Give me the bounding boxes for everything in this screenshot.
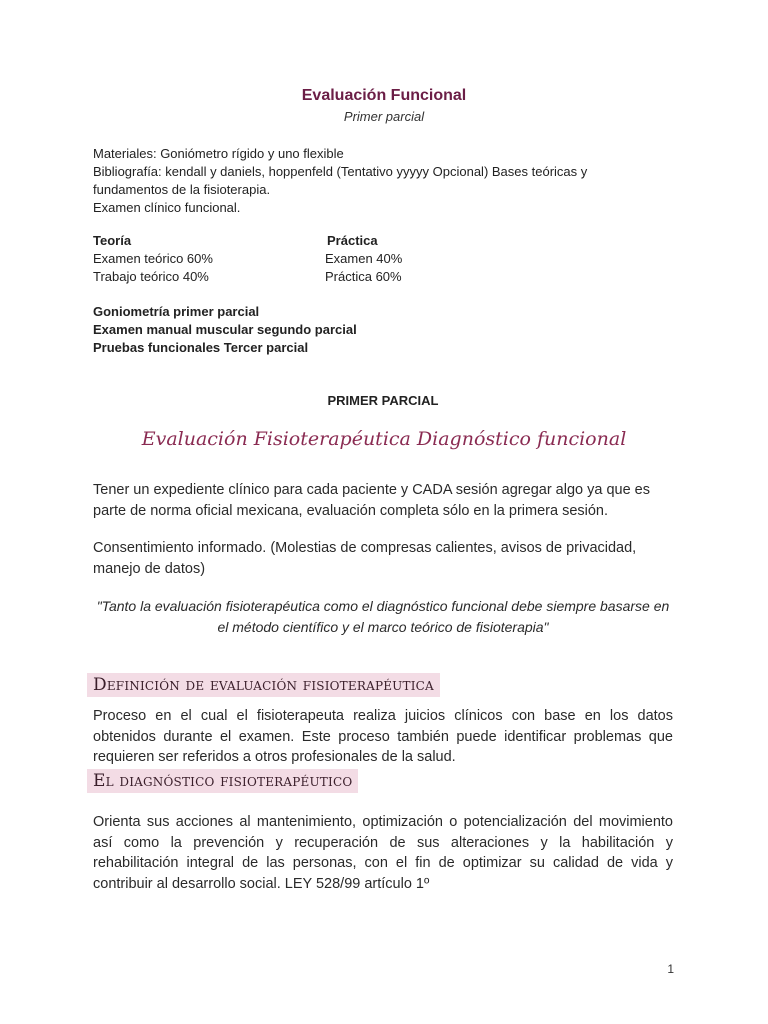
schedule-item-3: Pruebas funcionales Tercer parcial (93, 340, 309, 355)
consentimiento-paragraph: Consentimiento informado. (Molestias de compresas calientes, avisos de privacidad, manejo de datos) (93, 540, 637, 577)
script-title: Evaluación Fisioterapéutica Diagnóstico funcional (141, 428, 627, 450)
diagnostico-heading-wrap (87, 771, 358, 791)
schedule-item-2: Examen manual muscular segundo parcial (93, 322, 357, 337)
document-title: Evaluación Funcional (301, 87, 467, 104)
teoria-item-2: Trabajo teórico 40% (93, 269, 209, 284)
expediente-paragraph: Tener un expediente clínico para cada paciente y CADA sesión agregar algo ya que es parte de norma oficial mexicana, evaluación completa sólo en la primera sesión. (93, 482, 650, 519)
practica-item-1: Examen 40% (325, 251, 403, 266)
schedule-item-1: Goniometría primer parcial (93, 304, 260, 319)
practica-item-2: Práctica 60% (325, 269, 402, 284)
document-subtitle: Primer parcial (343, 109, 425, 124)
teoria-item-1: Examen teórico 60% (93, 251, 213, 266)
teoria-header: Teoría (93, 233, 132, 248)
section-heading: PRIMER PARCIAL (327, 393, 439, 408)
practica-header: Práctica (327, 233, 378, 248)
info-block (93, 145, 683, 217)
diagnostico-paragraph: Orienta sus acciones al mantenimiento, optimización o potencialización del movimiento así como la prevención y recuperación de sus alteraciones y la habilitación y rehabilitación integral de las personas, con el fin de optimizar su calidad de vida y contribuir al desarrollo social. LEY 528/99 artículo 1º (93, 814, 673, 892)
examen-clinico-line: Examen clínico funcional. (93, 200, 241, 215)
practica-column (325, 232, 402, 286)
page-number: 1 (667, 962, 674, 976)
teoria-column (93, 232, 213, 286)
diagnostico-heading: El diagnóstico fisioterapéutico (87, 769, 358, 793)
definicion-paragraph: Proceso en el cual el fisioterapeuta realiza juicios clínicos con base en los datos obtenidos durante el examen. Este proceso también puede identificar problemas que requieren ser referidos a otros profesionales de la salud. (93, 708, 673, 765)
definicion-heading-wrap (87, 675, 440, 695)
definicion-heading: Definición de evaluación fisioterapéutica (87, 673, 440, 697)
quote-paragraph: "Tanto la evaluación fisioterapéutica como el diagnóstico funcional debe siempre basarse en el método científico y el marco teórico de fisioterapia" (96, 598, 670, 635)
bibliografia-line-1: Bibliografía: kendall y daniels, hoppenfeld (Tentativo yyyyy Opcional) Bases teóricas y (93, 164, 588, 179)
schedule-list (93, 303, 357, 357)
bibliografia-line-2: fundamentos de la fisioterapia. (93, 182, 271, 197)
materiales-line: Materiales: Goniómetro rígido y uno flexible (93, 146, 344, 161)
